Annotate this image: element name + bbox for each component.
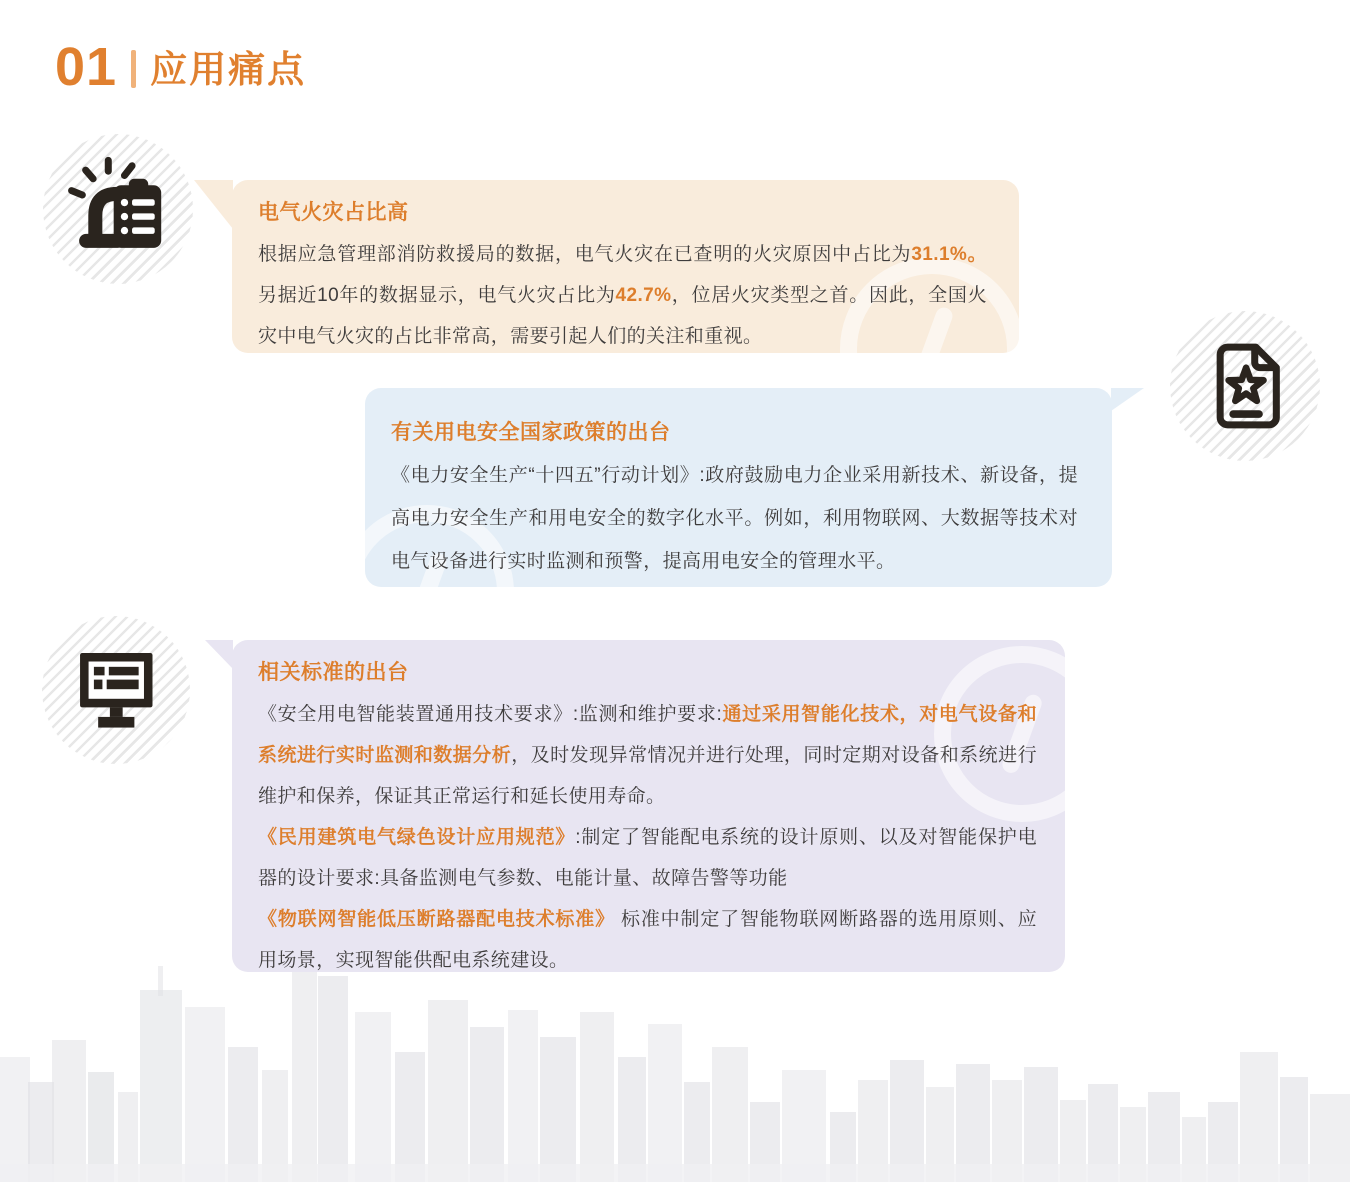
policy-icon-badge: [1170, 311, 1320, 461]
card-electrical-fire: [232, 180, 1019, 353]
card-title: 电气火灾占比高: [258, 201, 409, 224]
text-segment: 《安全用电智能装置通用技术要求》:监测和维护要求:: [258, 704, 723, 725]
highlight-segment: 42.7%: [615, 285, 672, 306]
monitor-list-icon: [63, 637, 170, 744]
card-national-policy: [365, 388, 1112, 587]
card-paragraph: [258, 234, 987, 357]
alarm-icon-badge: [43, 134, 193, 284]
alarm-siren-checklist-icon: [64, 155, 172, 263]
card-paragraph: [391, 454, 1078, 583]
header-divider: [131, 50, 136, 88]
card-paragraph: [258, 817, 1037, 899]
standards-icon-badge: [42, 616, 190, 764]
card-pointer-left: [205, 640, 233, 669]
highlight-segment: 31.1%。: [911, 244, 987, 265]
card-pointer-right: [1111, 388, 1144, 411]
text-segment: ，及时发现异常情况并进行处理，同时定期对设备和系统进行维护和保养，保证其正常运行和延长使用寿命。: [258, 745, 1037, 807]
text-segment: 另据近10年的数据显示，电气火灾占比为: [258, 285, 616, 306]
card-standards: [232, 640, 1065, 972]
text-segment: :制定了智能配电系统的设计原则、以及对智能保护电器的设计要求:具备监测电气参数、电能计量、故障告警等功能: [258, 827, 1037, 889]
section-header: [55, 37, 307, 97]
highlight-segment: 《民用建筑电气绿色设计应用规范》: [258, 827, 576, 848]
text-segment: 根据应急管理部消防救援局的数据，电气火灾在已查明的火灾原因中占比为: [258, 244, 912, 265]
card-title: 相关标准的出台: [258, 661, 409, 684]
document-star-icon: [1191, 332, 1299, 440]
text-segment: 标准中制定了智能物联网断路器的选用原则、应用场景，实现智能供配电系统建设。: [258, 909, 1037, 971]
city-skyline-image: [0, 952, 1350, 1182]
card-paragraph: [258, 899, 1037, 981]
section-number: 01: [55, 37, 118, 97]
card-paragraph: [258, 694, 1037, 817]
text-segment: 《电力安全生产“十四五”行动计划》:政府鼓励电力企业采用新技术、新设备，提高电力安全生产和用电安全的数字化水平。例如，利用物联网、大数据等技术对电气设备进行实时监测和预警，提高用电安全的管理水平。: [391, 465, 1078, 572]
highlight-segment: 通过采用智能化技术，对电气设备和系统进行实时监测和数据分析: [258, 704, 1038, 766]
text-segment: ，位居火灾类型之首。因此，全国火灾中电气火灾的占比非常高，需要引起人们的关注和重视。: [258, 285, 987, 347]
section-title: 应用痛点: [150, 48, 307, 90]
card-pointer-left: [194, 180, 233, 229]
highlight-segment: 《物联网智能低压断路器配电技术标准》: [258, 909, 615, 930]
card-title: 有关用电安全国家政策的出台: [391, 421, 671, 444]
